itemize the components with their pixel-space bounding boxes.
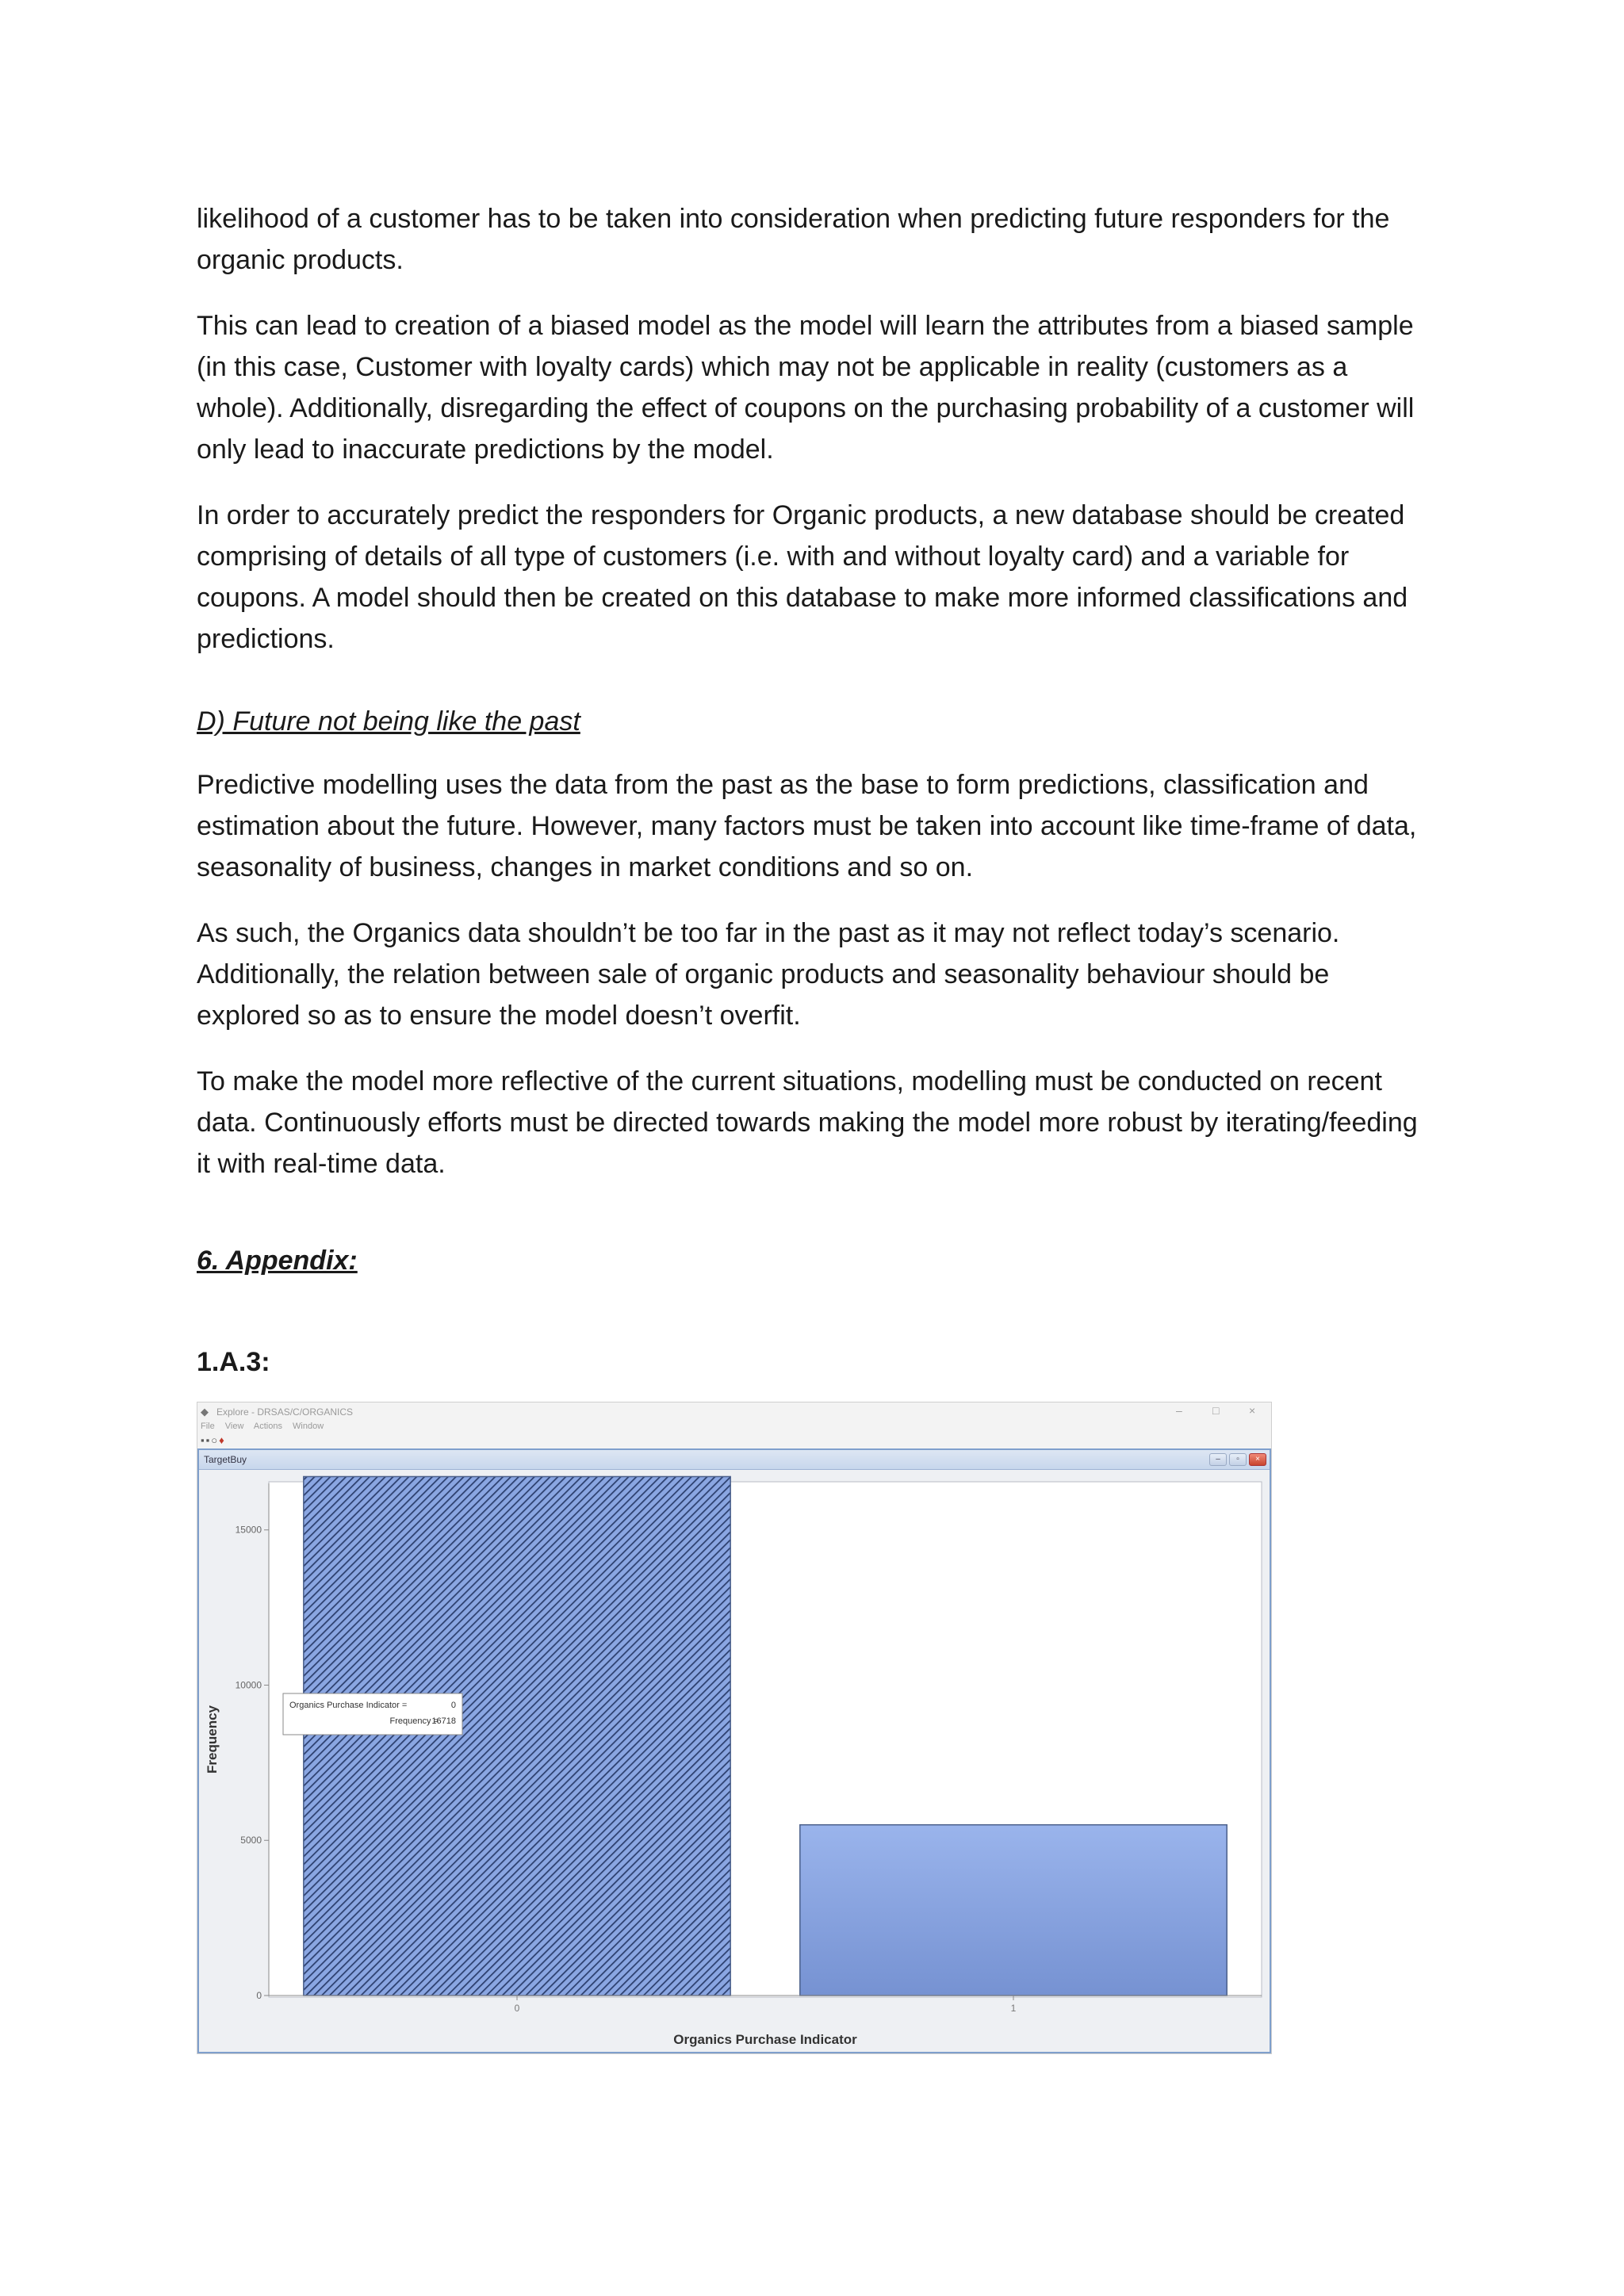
y-tick-label: 10000 — [235, 1679, 262, 1691]
frequency-bar-chart — [199, 1450, 1270, 2052]
restore-icon[interactable]: ▫ — [1229, 1453, 1247, 1466]
paragraph-1: likelihood of a customer has to be taken into consideration when predicting future responders for the organic products. — [197, 204, 1390, 275]
explore-window-screenshot — [197, 1402, 1272, 2054]
menu-bar — [201, 1422, 331, 1434]
paragraph-5: As such, the Organics data shouldn’t be too far in the past as it may not reflect today’s scenario. Additionally, the relation between sale of organic products and seasonality behaviour should be explored so as to ensure the model doesn’t overfit. — [197, 918, 1340, 1031]
menu-window[interactable]: Window — [293, 1422, 324, 1431]
paragraph-4: Predictive modelling uses the data from the past as the base to form predictions, classification and estimation about the future. However, many factors must be taken into account like time-frame of data, seasonality of business, changes in market conditions and so on. — [197, 770, 1417, 882]
tool-icon[interactable]: ♦ — [219, 1434, 226, 1446]
tooltip-box — [283, 1693, 462, 1735]
targetbuy-plot-window — [197, 1448, 1271, 2053]
window-title: Explore - DRSAS/C/ORGANICS — [216, 1406, 354, 1418]
section-heading-d: D) Future not being like the past — [197, 706, 580, 737]
close-icon[interactable]: × — [1249, 1453, 1266, 1466]
refresh-icon[interactable]: ○ — [211, 1434, 220, 1446]
paragraph-6: To make the model more reflective of the current situations, modelling must be conducted on recent data. Continuously efforts must be directed towards making the model more robust by iterating/feeding it with real-time data. — [197, 1066, 1418, 1179]
minimize-icon[interactable]: – — [1209, 1453, 1227, 1466]
save-icon[interactable]: ▪ — [205, 1434, 212, 1446]
close-icon[interactable]: × — [1249, 1404, 1256, 1417]
tooltip-line1-value: 0 — [450, 1701, 456, 1710]
diamond-app-icon: ◆ — [201, 1406, 209, 1418]
menu-view[interactable]: View — [224, 1422, 244, 1431]
tooltip-line1: Organics Purchase Indicator = — [289, 1701, 408, 1710]
y-tick-label: 0 — [256, 1990, 262, 2001]
toolbar — [201, 1434, 226, 1448]
plot-window-title: TargetBuy — [204, 1454, 247, 1465]
menu-file[interactable]: File — [201, 1422, 215, 1431]
bar-1 — [800, 1825, 1227, 1996]
appendix-heading: 6. Appendix: — [197, 1246, 358, 1276]
plot-window-header — [199, 1450, 1270, 1470]
document-body — [197, 198, 1434, 1383]
plot-window-controls — [1207, 1452, 1266, 1466]
y-axis-label: Frequency — [205, 1705, 220, 1774]
maximize-icon[interactable]: □ — [1212, 1404, 1220, 1417]
x-tick-label: 0 — [514, 2003, 520, 2014]
window-titlebar — [197, 1402, 1271, 1422]
menu-actions[interactable]: Actions — [253, 1422, 282, 1431]
bar-0 — [304, 1476, 730, 1996]
minimize-icon[interactable]: – — [1176, 1404, 1182, 1417]
y-tick-label: 5000 — [240, 1835, 262, 1846]
tooltip-line2-value: 16718 — [431, 1716, 456, 1726]
print-icon[interactable]: ▪ — [201, 1434, 206, 1446]
x-tick-label: 1 — [1010, 2003, 1017, 2014]
paragraph-3: In order to accurately predict the responders for Organic products, a new database should be created comprising of details of all type of customers (i.e. with and without loyalty card) and a variable for coupons. A model should then be created on this database to make more informed classifications and predictions. — [197, 500, 1408, 654]
bar-tooltip — [283, 1693, 462, 1735]
x-axis-label: Organics Purchase Indicator — [673, 2032, 857, 2047]
figure-label: 1.A.3: — [197, 1347, 270, 1377]
paragraph-2: This can lead to creation of a biased model as the model will learn the attributes from a biased sample (in this case, Customer with loyalty cards) which may not be applicable in reality (customers as a whole). Additionally, disregarding the effect of coupons on the purchasing probability of a customer will only lead to inaccurate predictions by the model. — [197, 311, 1415, 465]
y-tick-label: 15000 — [235, 1524, 262, 1536]
tooltip-line2: Frequency = — [389, 1716, 439, 1726]
